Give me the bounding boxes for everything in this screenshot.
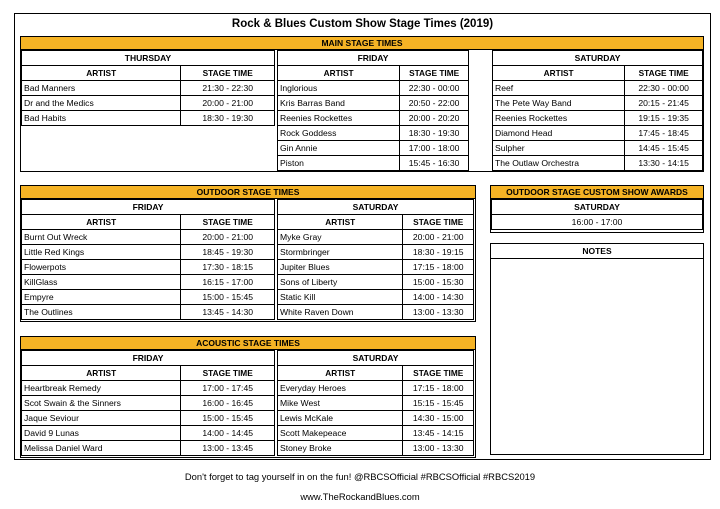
table-row: [493, 126, 703, 141]
outdoor-stage-section: [20, 185, 476, 322]
artist-cell: Jupiter Blues: [278, 260, 403, 275]
artist-cell: Gin Annie: [278, 141, 400, 156]
outdoor-stage-header: OUTDOOR STAGE TIMES: [21, 186, 475, 199]
table-row: [493, 111, 703, 126]
artist-cell: Bad Habits: [22, 111, 181, 126]
table-row: [278, 260, 474, 275]
artist-cell: Kris Barras Band: [278, 96, 400, 111]
artist-cell: Lewis McKale: [278, 411, 403, 426]
artist-cell: Static Kill: [278, 290, 403, 305]
column-header-row: [22, 366, 275, 381]
column-header-row: [493, 66, 703, 81]
stage-time-column-header: STAGE TIME: [403, 215, 474, 230]
day-label: FRIDAY: [278, 51, 469, 66]
table-row: [493, 96, 703, 111]
artist-cell: David 9 Lunas: [22, 426, 181, 441]
column-header-row: [22, 215, 275, 230]
table-row: [493, 81, 703, 96]
artist-cell: Piston: [278, 156, 400, 171]
table-row: [22, 111, 275, 126]
artist-column-header: ARTIST: [493, 66, 625, 81]
stage-time-cell: 20:00 - 20:20: [400, 111, 469, 126]
artist-cell: Reef: [493, 81, 625, 96]
table-row: [278, 111, 469, 126]
stage-time-cell: 14:00 - 14:30: [403, 290, 474, 305]
day-label: FRIDAY: [22, 200, 275, 215]
stage-time-cell: 22:30 - 00:00: [625, 81, 703, 96]
table-row: [278, 230, 474, 245]
day-row: [493, 51, 703, 66]
table-row: [22, 441, 275, 456]
artist-cell: Stoney Broke: [278, 441, 403, 456]
stage-time-cell: 20:00 - 21:00: [181, 230, 275, 245]
stage-time-cell: 15:00 - 15:45: [181, 290, 275, 305]
table-row: [22, 381, 275, 396]
stage-time-cell: 17:45 - 18:45: [625, 126, 703, 141]
artist-column-header: ARTIST: [278, 366, 403, 381]
page-title: Rock & Blues Custom Show Stage Times (2019): [231, 18, 494, 30]
artist-cell: Flowerpots: [22, 260, 181, 275]
stage-time-cell: 19:15 - 19:35: [625, 111, 703, 126]
stage-time-cell: 21:30 - 22:30: [181, 81, 275, 96]
artist-cell: Melissa Daniel Ward: [22, 441, 181, 456]
table-row: [22, 81, 275, 96]
artist-cell: Jaque Seviour: [22, 411, 181, 426]
day-row: [22, 200, 275, 215]
artist-cell: The Outlines: [22, 305, 181, 320]
artist-cell: Inglorious: [278, 81, 400, 96]
artist-cell: Heartbreak Remedy: [22, 381, 181, 396]
table-row: [493, 141, 703, 156]
stage-time-cell: 17:15 - 18:00: [403, 381, 474, 396]
stage-time-column-header: STAGE TIME: [181, 215, 275, 230]
main-friday-table: [277, 50, 469, 171]
footer-tagline: Don't forget to tag yourself in on the fun! @RBCSOfficial #RBCSOfficial #RBCS2019: [184, 471, 536, 482]
table-row: [278, 411, 474, 426]
awards-day: SATURDAY: [492, 200, 703, 215]
stage-time-cell: 17:00 - 17:45: [181, 381, 275, 396]
artist-cell: The Pete Way Band: [493, 96, 625, 111]
stage-time-cell: 22:30 - 00:00: [400, 81, 469, 96]
artist-cell: Stormbringer: [278, 245, 403, 260]
day-label: SATURDAY: [278, 351, 474, 366]
column-header-row: [278, 66, 469, 81]
table-row: [278, 126, 469, 141]
stage-time-cell: 13:00 - 13:45: [181, 441, 275, 456]
stage-time-cell: 18:30 - 19:30: [181, 111, 275, 126]
notes-section: [490, 243, 704, 455]
acoustic-stage-header: ACOUSTIC STAGE TIMES: [21, 337, 475, 350]
stage-time-cell: 17:00 - 18:00: [400, 141, 469, 156]
stage-time-cell: 20:50 - 22:00: [400, 96, 469, 111]
day-row: [278, 51, 469, 66]
day-label: SATURDAY: [493, 51, 703, 66]
table-row: [278, 396, 474, 411]
stage-time-cell: 18:30 - 19:15: [403, 245, 474, 260]
awards-section: [490, 185, 704, 233]
table-row: [278, 81, 469, 96]
artist-cell: Rock Goddess: [278, 126, 400, 141]
artist-cell: Bad Manners: [22, 81, 181, 96]
artist-cell: Scot Swain & the Sinners: [22, 396, 181, 411]
day-label: THURSDAY: [22, 51, 275, 66]
artist-cell: Little Red Kings: [22, 245, 181, 260]
main-thursday-table: [21, 50, 275, 126]
artist-column-header: ARTIST: [278, 66, 400, 81]
stage-time-column-header: STAGE TIME: [625, 66, 703, 81]
stage-time-column-header: STAGE TIME: [181, 366, 275, 381]
table-row: [278, 290, 474, 305]
artist-cell: Sulpher: [493, 141, 625, 156]
stage-time-cell: 20:00 - 21:00: [403, 230, 474, 245]
main-stage-header: MAIN STAGE TIMES: [21, 37, 703, 50]
artist-column-header: ARTIST: [22, 366, 181, 381]
artist-cell: Everyday Heroes: [278, 381, 403, 396]
stage-time-cell: 14:45 - 15:45: [625, 141, 703, 156]
day-label: FRIDAY: [22, 351, 275, 366]
column-header-row: [278, 215, 474, 230]
stage-time-column-header: STAGE TIME: [403, 366, 474, 381]
table-row: [22, 245, 275, 260]
stage-time-cell: 15:00 - 15:30: [403, 275, 474, 290]
stage-time-cell: 14:30 - 15:00: [403, 411, 474, 426]
artist-cell: White Raven Down: [278, 305, 403, 320]
stage-time-cell: 15:45 - 16:30: [400, 156, 469, 171]
column-header-row: [278, 366, 474, 381]
stage-time-cell: 13:45 - 14:15: [403, 426, 474, 441]
table-row: [22, 290, 275, 305]
artist-cell: Diamond Head: [493, 126, 625, 141]
artist-column-header: ARTIST: [22, 215, 181, 230]
stage-time-cell: 13:00 - 13:30: [403, 305, 474, 320]
outdoor-saturday-table: [277, 199, 474, 320]
artist-cell: The Outlaw Orchestra: [493, 156, 625, 171]
table-row: [22, 275, 275, 290]
table-row: [278, 426, 474, 441]
artist-column-header: ARTIST: [278, 215, 403, 230]
day-row: [22, 51, 275, 66]
artist-cell: Myke Gray: [278, 230, 403, 245]
table-row: [278, 141, 469, 156]
stage-time-cell: 13:30 - 14:15: [625, 156, 703, 171]
column-header-row: [22, 66, 275, 81]
artist-cell: Burnt Out Wreck: [22, 230, 181, 245]
awards-table: [491, 199, 703, 230]
stage-time-cell: 20:15 - 21:45: [625, 96, 703, 111]
acoustic-stage-section: [20, 336, 476, 458]
stage-time-cell: 15:00 - 15:45: [181, 411, 275, 426]
outdoor-friday-table: [21, 199, 275, 320]
artist-cell: Empyre: [22, 290, 181, 305]
table-row: [278, 96, 469, 111]
day-row: [22, 351, 275, 366]
stage-time-cell: 18:30 - 19:30: [400, 126, 469, 141]
artist-cell: Reenies Rockettes: [493, 111, 625, 126]
artist-column-header: ARTIST: [22, 66, 181, 81]
notes-header: NOTES: [491, 244, 703, 259]
stage-time-cell: 16:00 - 16:45: [181, 396, 275, 411]
stage-time-cell: 16:15 - 17:00: [181, 275, 275, 290]
main-saturday-table: [492, 50, 703, 171]
stage-time-cell: 20:00 - 21:00: [181, 96, 275, 111]
artist-cell: KillGlass: [22, 275, 181, 290]
stage-time-column-header: STAGE TIME: [400, 66, 469, 81]
acoustic-friday-table: [21, 350, 275, 456]
main-stage-section: [20, 36, 704, 172]
stage-time-cell: 17:15 - 18:00: [403, 260, 474, 275]
table-row: [22, 305, 275, 320]
table-row: [278, 441, 474, 456]
table-row: [278, 245, 474, 260]
table-row: [493, 156, 703, 171]
awards-time: 16:00 - 17:00: [492, 215, 703, 230]
schedule-sheet: [14, 13, 711, 460]
stage-time-column-header: STAGE TIME: [181, 66, 275, 81]
stage-time-cell: 13:00 - 13:30: [403, 441, 474, 456]
day-row: [278, 200, 474, 215]
awards-header: OUTDOOR STAGE CUSTOM SHOW AWARDS: [491, 186, 703, 199]
artist-cell: Dr and the Medics: [22, 96, 181, 111]
artist-cell: Mike West: [278, 396, 403, 411]
acoustic-saturday-table: [277, 350, 474, 456]
table-row: [22, 411, 275, 426]
day-row: [278, 351, 474, 366]
stage-time-cell: 14:00 - 14:45: [181, 426, 275, 441]
artist-cell: Sons of Liberty: [278, 275, 403, 290]
table-row: [22, 230, 275, 245]
stage-time-cell: 17:30 - 18:15: [181, 260, 275, 275]
table-row: [278, 156, 469, 171]
table-row: [278, 305, 474, 320]
table-row: [278, 275, 474, 290]
stage-time-cell: 15:15 - 15:45: [403, 396, 474, 411]
table-row: [22, 260, 275, 275]
artist-cell: Scott Makepeace: [278, 426, 403, 441]
table-row: [22, 426, 275, 441]
table-row: [278, 381, 474, 396]
day-label: SATURDAY: [278, 200, 474, 215]
artist-cell: Reenies Rockettes: [278, 111, 400, 126]
stage-time-cell: 18:45 - 19:30: [181, 245, 275, 260]
table-row: [22, 396, 275, 411]
footer-website: www.TheRockandBlues.com: [300, 491, 420, 502]
table-row: [22, 96, 275, 111]
stage-time-cell: 13:45 - 14:30: [181, 305, 275, 320]
